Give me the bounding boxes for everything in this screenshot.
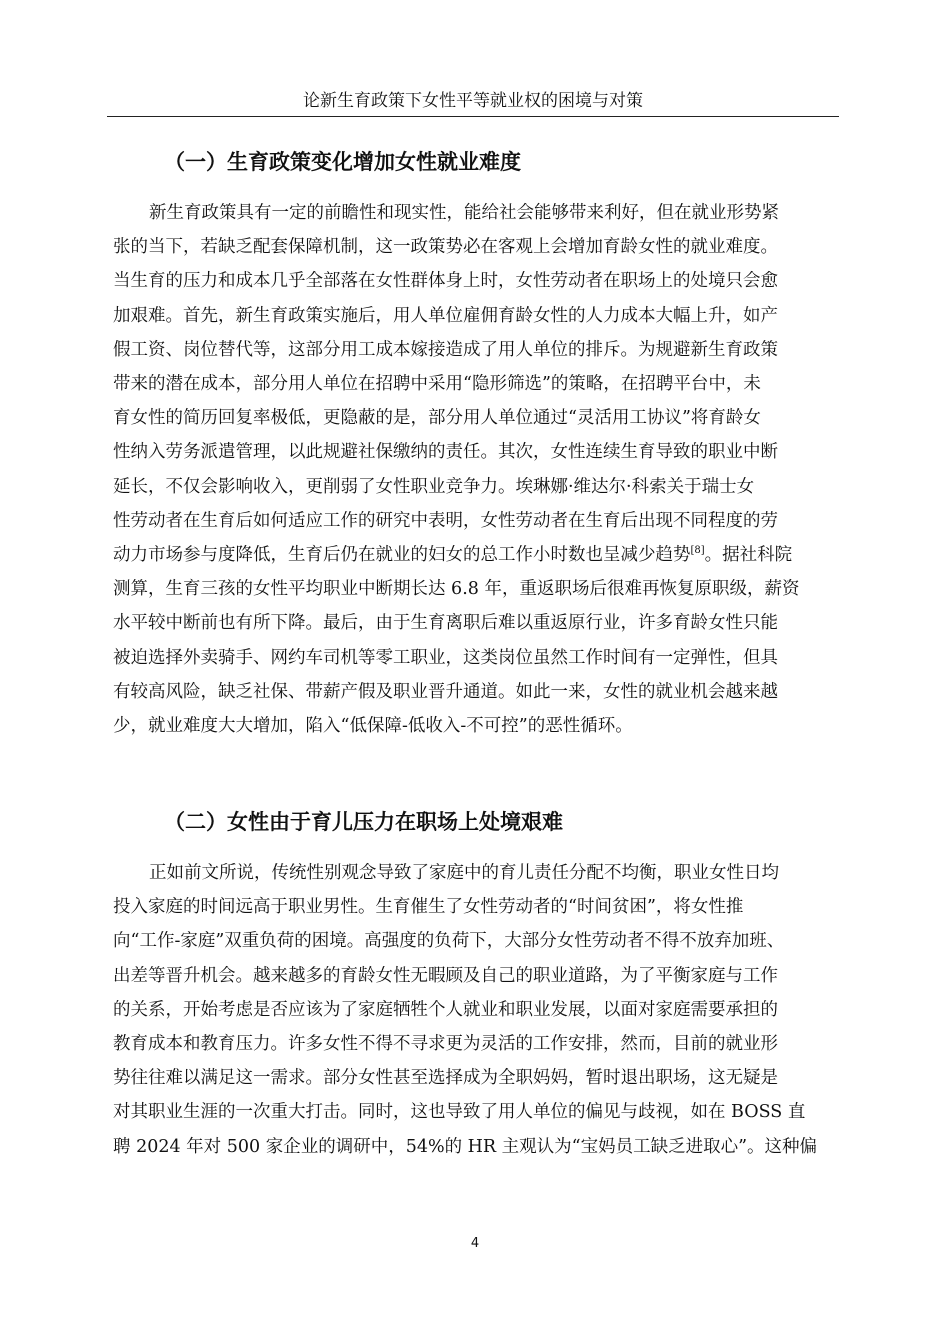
paragraph-line: 延长，不仅会影响收入，更削弱了女性职业竞争力。埃琳娜·维达尔·科索关于瑞士女	[113, 476, 755, 497]
paragraph-line: 出差等晋升机会。越来越多的育龄女性无暇顾及自己的职业道路，为了平衡家庭与工作	[113, 965, 778, 986]
paragraph-line: 新生育政策具有一定的前瞻性和现实性，能给社会能够带来利好，但在就业形势紧	[149, 203, 779, 223]
header-divider	[107, 116, 839, 117]
section-2-paragraph	[113, 856, 857, 1164]
paragraph-line: 性纳入劳务派遣管理，以此规避社保缴纳的责任。其次，女性连续生育导致的职业中断	[113, 442, 778, 463]
paragraph-line: 投入家庭的时间远高于职业男性。生育催生了女性劳动者的“时间贫困”，将女性推	[113, 897, 744, 918]
paragraph-line-with-citation	[113, 538, 857, 572]
paragraph-line: 有较高风险，缺乏社保、带薪产假及职业晋升通道。如此一来，女性的就业机会越来越	[113, 681, 778, 702]
section-heading-1: （一）生育政策变化增加女性就业难度	[164, 150, 521, 174]
section-heading-2: （二）女性由于育儿压力在职场上处境艰难	[164, 810, 563, 834]
paragraph-line: 性劳动者在生育后如何适应工作的研究中表明，女性劳动者在生育后出现不同程度的劳	[113, 510, 778, 531]
line-text: 。据社科院	[704, 545, 793, 566]
page-number: 4	[470, 1236, 480, 1251]
paragraph-line: 对其职业生涯的一次重大打击。同时，这也导致了用人单位的偏见与歧视，如在 BOSS 直	[113, 1102, 806, 1123]
paragraph-line: 假工资、岗位替代等，这部分用工成本嫁接造成了用人单位的排斥。为规避新生育政策	[113, 339, 778, 360]
paragraph-line: 测算，生育三孩的女性平均职业中断期长达 6.8 年，重返职场后很难再恢复原职级，薪资	[113, 579, 800, 600]
line-text: 动力市场参与度降低，生育后仍在就业的妇女的总工作小时数也呈减少趋势	[113, 545, 691, 566]
paragraph-line: 教育成本和教育压力。许多女性不得不寻求更为灵活的工作安排，然而，目前的就业形	[113, 1034, 778, 1055]
paragraph-line: 被迫选择外卖骑手、网约车司机等零工职业，这类岗位虽然工作时间有一定弹性，但具	[113, 647, 778, 668]
paragraph-line: 正如前文所说，传统性别观念导致了家庭中的育儿责任分配不均衡，职业女性日均	[149, 863, 779, 883]
citation-reference: [8]	[690, 545, 705, 557]
paragraph-line: 的关系，开始考虑是否应该为了家庭牺牲个人就业和职业发展，以面对家庭需要承担的	[113, 999, 778, 1020]
paragraph-line: 水平较中断前也有所下降。最后，由于生育离职后难以重返原行业，许多育龄女性只能	[113, 613, 778, 634]
paragraph-line: 张的当下，若缺乏配套保障机制，这一政策势必在客观上会增加育龄女性的就业难度。	[113, 237, 778, 258]
paragraph-line: 育女性的简历回复率极低，更隐蔽的是，部分用人单位通过“灵活用工协议”将育龄女	[113, 408, 761, 429]
paragraph-line: 加艰难。首先，新生育政策实施后，用人单位雇佣育龄女性的人力成本大幅上升，如产	[113, 305, 778, 326]
section-1-paragraph	[113, 196, 857, 743]
paragraph-line: 带来的潜在成本，部分用人单位在招聘中采用“隐形筛选”的策略，在招聘平台中，未	[113, 374, 761, 395]
paragraph-line: 势往往难以满足这一需求。部分女性甚至选择成为全职妈妈，暂时退出职场，这无疑是	[113, 1068, 778, 1089]
running-header: 论新生育政策下女性平等就业权的困境与对策	[303, 91, 643, 111]
paragraph-line: 向“工作-家庭”双重负荷的困境。高强度的负荷下，大部分女性劳动者不得不放弃加班、	[113, 931, 785, 952]
paragraph-line: 当生育的压力和成本几乎全部落在女性群体身上时，女性劳动者在职场上的处境只会愈	[113, 271, 778, 292]
paragraph-line: 少，就业难度大大增加，陷入“低保障-低收入-不可控”的恶性循环。	[113, 716, 633, 737]
paragraph-line: 聘 2024 年对 500 家企业的调研中，54%的 HR 主观认为“宝妈员工缺乏进取心”。这种偏	[113, 1136, 818, 1157]
